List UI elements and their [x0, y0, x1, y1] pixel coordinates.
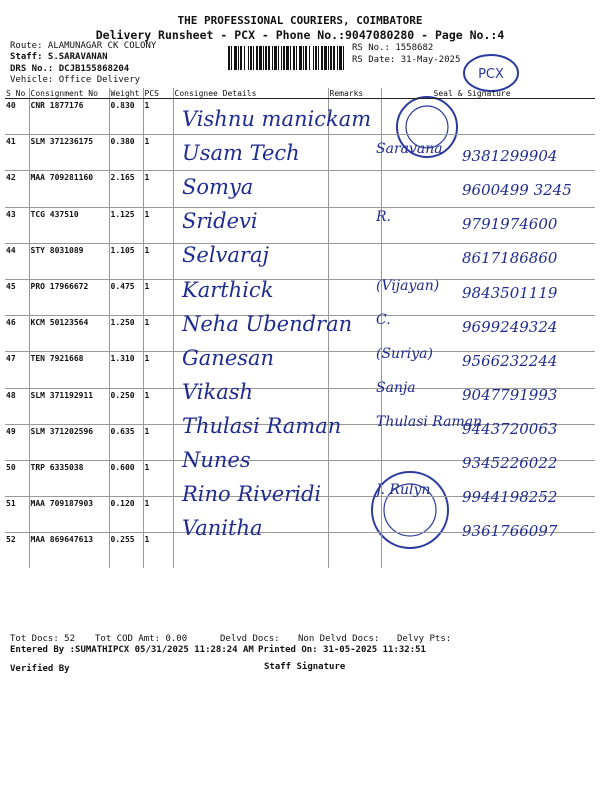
col-header-sno: S No — [5, 88, 29, 99]
row-consignment-no: PRO 17966672 — [29, 279, 109, 315]
row-remarks-cell — [328, 279, 381, 315]
receiver-signature: Sanja — [376, 379, 416, 396]
consignee-handwritten-name: Usam Tech — [182, 141, 300, 166]
receiver-signature: C. — [376, 311, 391, 328]
row-pcs: 1 — [143, 207, 173, 243]
table-header-row — [5, 88, 595, 99]
consignee-handwritten-name: Nunes — [182, 448, 251, 472]
row-weight: 0.475 — [109, 279, 143, 315]
delivered-docs: Delvd Docs: — [220, 634, 280, 644]
consignee-handwritten-name: Karthick — [182, 277, 274, 302]
row-remarks-cell — [328, 460, 381, 496]
col-header-weight: Weight — [109, 88, 143, 99]
consignee-handwritten-name: Rino Riveridi — [182, 482, 322, 507]
entered-by: Entered By :SUMATHIPCX 05/31/2025 11:28:24 AM — [10, 645, 254, 655]
receiver-phone: 9791974600 — [462, 215, 558, 234]
row-pcs: 1 — [143, 460, 173, 496]
row-pcs: 1 — [143, 135, 173, 171]
route-label: Route: ALAMUNAGAR CK COLONY — [10, 41, 157, 51]
consignee-handwritten-name: Vikash — [182, 379, 254, 404]
receiver-phone: 9443720063 — [462, 419, 558, 438]
row-consignment-no: TEN 7921668 — [29, 352, 109, 388]
row-pcs: 1 — [143, 388, 173, 424]
consignee-handwritten-name: Ganesan — [182, 345, 275, 370]
receiver-phone: 9345226022 — [462, 454, 558, 472]
consignee-handwritten-name: Selvaraj — [182, 243, 269, 268]
row-sno: 48 — [5, 388, 29, 424]
receiver-signature: Saravana — [376, 141, 443, 158]
row-remarks-cell — [328, 171, 381, 207]
row-consignment-no: TRP 6335038 — [29, 460, 109, 496]
row-weight: 0.380 — [109, 135, 143, 171]
row-sno: 45 — [5, 279, 29, 315]
row-consignment-no: KCM 50123564 — [29, 316, 109, 352]
row-consignment-no: TCG 437510 — [29, 207, 109, 243]
staff-signature: Staff Signature — [264, 662, 346, 672]
verified-by: Verified By — [10, 664, 70, 674]
receiver-phone: 9566232244 — [462, 351, 558, 370]
receiver-phone: 9944198252 — [462, 488, 558, 507]
row-weight: 1.310 — [109, 352, 143, 388]
row-sno: 41 — [5, 135, 29, 171]
consignee-handwritten-name: Somya — [182, 175, 254, 200]
receiver-phone: 9381299904 — [462, 147, 558, 166]
row-sno: 50 — [5, 460, 29, 496]
row-weight: 2.165 — [109, 171, 143, 207]
row-remarks-cell — [328, 243, 381, 279]
row-weight: 0.600 — [109, 460, 143, 496]
row-pcs: 1 — [143, 316, 173, 352]
rs-number: RS No.: 1558682 — [352, 43, 434, 53]
row-pcs: 1 — [143, 279, 173, 315]
row-remarks-cell — [328, 135, 381, 171]
stamp-text: PCX — [478, 67, 504, 82]
delivery-points: Delvy Pts: — [397, 634, 452, 644]
row-sno: 40 — [5, 99, 29, 135]
row-consignment-no: CNR 1877176 — [29, 99, 109, 135]
row-weight: 0.830 — [109, 99, 143, 135]
row-pcs: 1 — [143, 171, 173, 207]
receiver-phone: 9600499 3245 — [462, 181, 572, 200]
row-remarks-cell — [328, 207, 381, 243]
receiver-signature: R. — [376, 209, 391, 226]
receiver-phone: 9699249324 — [462, 317, 558, 336]
row-sno: 47 — [5, 352, 29, 388]
consignee-handwritten-name: Neha Ubendran — [182, 311, 353, 336]
row-remarks-cell — [328, 533, 381, 569]
receiver-phone: 9843501119 — [462, 283, 558, 302]
row-weight: 0.120 — [109, 497, 143, 533]
row-pcs: 1 — [143, 99, 173, 135]
row-sno: 52 — [6, 535, 16, 545]
row-consignment-no: MAA 869647613 — [29, 533, 109, 569]
printed-on: Printed On: 31-05-2025 11:32:51 — [258, 645, 426, 655]
col-header-consignee: Consignee Details — [173, 88, 328, 99]
row-pcs: 1 — [143, 533, 173, 569]
barcode-image — [228, 46, 346, 70]
total-docs: Tot Docs: 52 — [10, 634, 76, 644]
row-sno: 43 — [5, 207, 29, 243]
row-sno: 46 — [5, 316, 29, 352]
vehicle-label: Vehicle: Office Delivery — [10, 75, 141, 85]
row-sno: 42 — [5, 171, 29, 207]
col-header-pcs: PCS — [143, 88, 173, 99]
row-pcs: 1 — [143, 352, 173, 388]
receiver-phone: 9047791993 — [462, 385, 558, 404]
row-sno: 49 — [5, 424, 29, 460]
row-consignment-no: SLM 371202596 — [29, 424, 109, 460]
row-sno: 51 — [5, 497, 29, 533]
row-pcs: 1 — [143, 424, 173, 460]
staff-label: Staff: S.SARAVANAN — [10, 52, 108, 62]
company-title: THE PROFESSIONAL COURIERS, COIMBATORE — [177, 14, 423, 27]
receiver-signature: Thulasi Raman — [376, 413, 483, 430]
row-weight: 0.255 — [109, 533, 143, 569]
col-header-remarks: Remarks — [328, 88, 381, 99]
total-cod: Tot COD Amt: 0.00 — [95, 634, 188, 644]
runsheet-title: Delivery Runsheet - PCX - Phone No.:9047080280 - Page No.:4 — [95, 28, 505, 42]
row-weight: 1.105 — [109, 243, 143, 279]
row-pcs: 1 — [143, 497, 173, 533]
row-remarks-cell — [328, 352, 381, 388]
drs-label: DRS No.: DCJB155868204 — [10, 64, 130, 74]
col-header-consignment: Consignment No — [29, 88, 109, 99]
consignee-handwritten-name: Thulasi Raman — [182, 413, 342, 438]
row-pcs: 1 — [143, 243, 173, 279]
row-remarks-cell — [328, 497, 381, 533]
row-consignment-no: SLM 371236175 — [29, 135, 109, 171]
row-consignment-no: STY 8031089 — [29, 243, 109, 279]
receiver-phone: 8617186860 — [462, 249, 558, 268]
non-delivered-docs: Non Delvd Docs: — [298, 634, 380, 644]
row-sno: 44 — [5, 243, 29, 279]
row-weight: 0.250 — [109, 388, 143, 424]
row-signature-cell — [381, 99, 595, 135]
col-header-signature: Seal & Signature — [381, 88, 595, 99]
row-consignment-no: SLM 371192911 — [29, 388, 109, 424]
consignee-handwritten-name: Sridevi — [182, 209, 258, 234]
row-consignment-no: MAA 709187903 — [29, 497, 109, 533]
receiver-signature: (Vijayan) — [376, 277, 440, 294]
rs-date: RS Date: 31-May-2025 — [352, 55, 461, 65]
row-weight: 1.125 — [109, 207, 143, 243]
row-weight: 0.635 — [109, 424, 143, 460]
row-weight: 1.250 — [109, 316, 143, 352]
receiver-signature: J. Rulyn — [376, 482, 431, 499]
consignee-handwritten-name: Vanitha — [182, 516, 263, 541]
consignee-handwritten-name: Vishnu manickam — [182, 107, 372, 131]
receiver-phone: 9361766097 — [462, 522, 558, 541]
row-consignment-no: MAA 709281160 — [29, 171, 109, 207]
receiver-signature: (Suriya) — [376, 345, 433, 362]
